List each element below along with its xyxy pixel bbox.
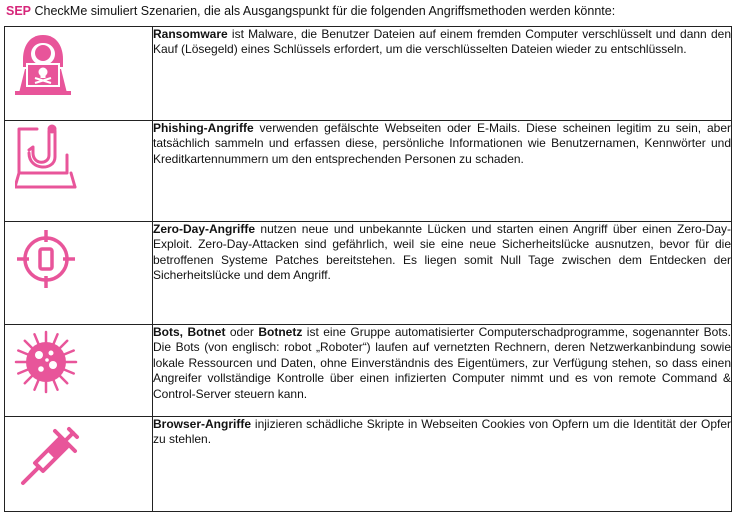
description-cell: [153, 325, 732, 417]
term-botnetz: Botnetz: [258, 325, 303, 339]
table-row: [5, 222, 732, 325]
term-ransomware: Ransomware: [153, 27, 228, 41]
term-zero-day: Zero-Day-Angriffe: [153, 222, 256, 236]
description-text: oder: [225, 325, 259, 339]
icon-cell: [5, 417, 153, 512]
brand-label: SEP: [6, 4, 32, 18]
description-text: injizieren schädliche Skripte in Webseiten Cookies von Opfern um die Identität der Opfer zu stehlen.: [153, 417, 731, 447]
phishing-hook-laptop-icon: [15, 123, 77, 195]
description-cell: [153, 417, 732, 512]
term-browser: Browser-Angriffe: [153, 417, 252, 431]
icon-cell: [5, 325, 153, 417]
table-row: [5, 121, 732, 222]
term-phishing: Phishing-Angriffe: [153, 121, 254, 135]
icon-cell: [5, 27, 153, 121]
botnet-virus-icon: [13, 329, 79, 395]
description-cell: [153, 27, 732, 121]
table-row: [5, 27, 732, 121]
intro-text: CheckMe simuliert Szenarien, die als Ausgangspunkt für die folgenden Angriffsmethoden werden könnte:: [31, 4, 616, 18]
description-text: ist Malware, die Benutzer Dateien auf einem fremden Computer verschlüsselt und dann den Kauf (Lösegeld) eines Schlüssels erfordert, um die verschlüsselten Dateien wieder zu entschlüsseln.: [153, 27, 731, 57]
icon-cell: [5, 121, 153, 222]
zero-day-crosshair-icon: [17, 230, 75, 288]
term-bots-botnet: Bots, Botnet: [153, 325, 226, 339]
table-row: [5, 325, 732, 417]
description-text: ist eine Gruppe automatisierter Computerschadprogramme, sogenannter Bots. Die Bots (von englisch: robot „Roboter“) laufen auf vernetzten Rechnern, deren Netzwerkanbindung sowie lokale Ressourcen und Daten, ohne Einverständnis des Eigentümers, zur Verfügung stehen, so dass einen Angreifer vollständige Kontrolle über einen infizierten Computer nimmt und es von remote Command & Control-Server steuern kann.: [153, 325, 731, 401]
description-text: nutzen neue und unbekannte Lücken und starten einen Angriff über einen Zero-Day-Exploit. Zero-Day-Attacken sind gefährlich, weil sie eine neue Sicherheitslücke ausnutzen, bevor für die betroffenen Systeme Patches bereitstehen. Es liegen somit Null Tage zwischen dem Entdecken der Sicherheitslücke und dem Angriff.: [153, 222, 731, 283]
browser-syringe-icon: [17, 425, 81, 489]
description-cell: [153, 121, 732, 222]
intro-line: [6, 3, 615, 19]
icon-cell: [5, 222, 153, 325]
attack-methods-table: [4, 26, 732, 512]
table-row: [5, 417, 732, 512]
description-cell: [153, 222, 732, 325]
description-text: verwenden gefälschte Webseiten oder E-Mails. Diese scheinen legitim zu sein, aber tatsächlich sammeln und erfassen diese, persönliche Informationen wie Benutzernamen, Kennwörter und Kreditkartennummern um den entsprechenden Personen zu schaden.: [153, 121, 731, 166]
ransomware-hacker-icon: [15, 33, 71, 95]
